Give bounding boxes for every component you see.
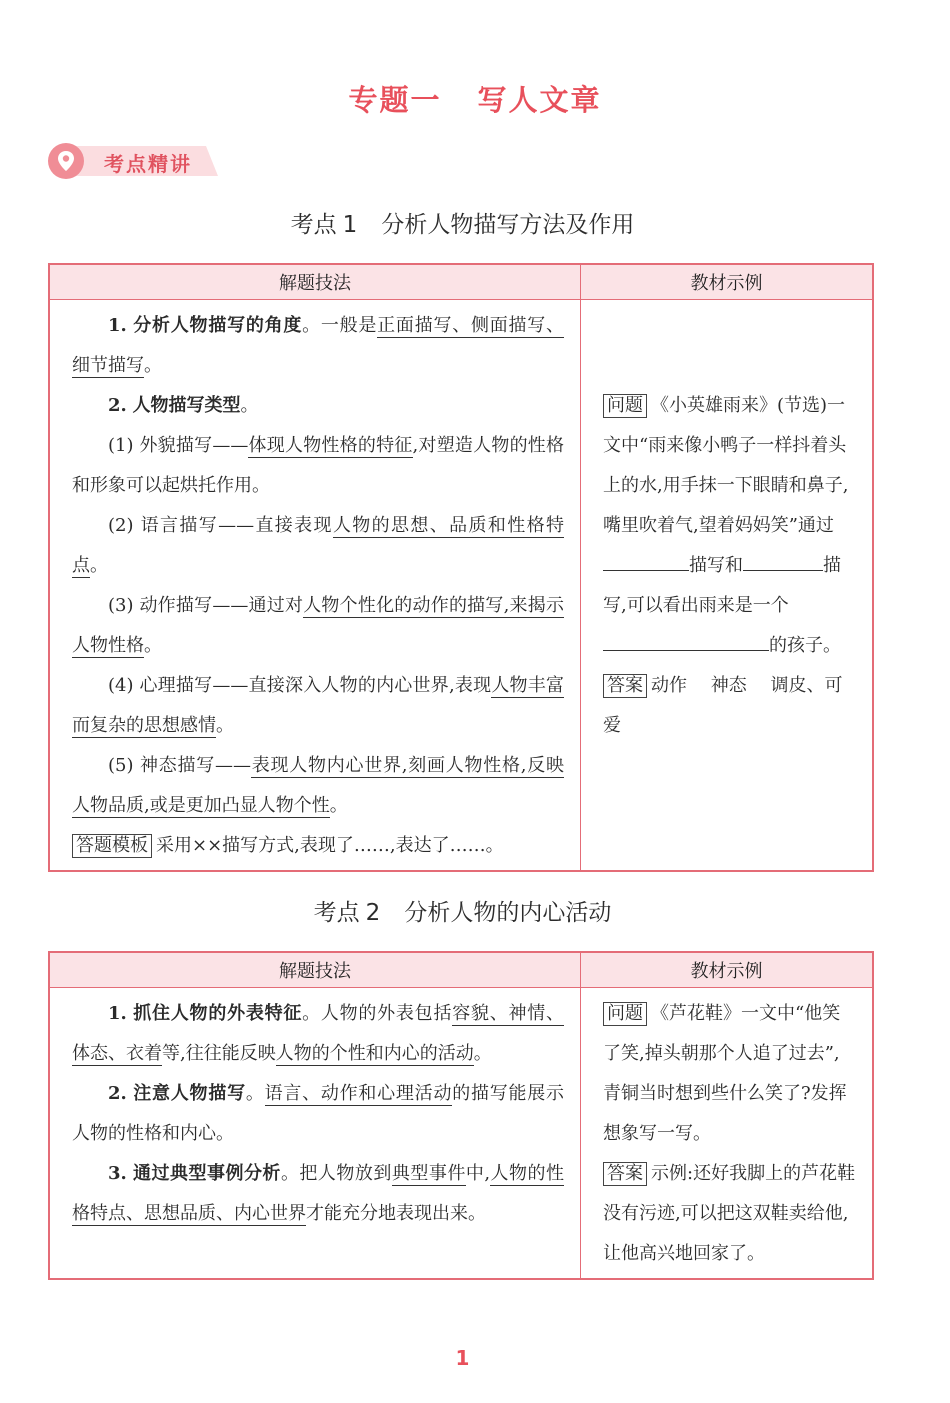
method-point-1: 1. 分析人物描写的角度。一般是正面描写、侧面描写、细节描写。: [72, 315, 565, 376]
method-speech: (2) 语言描写——直接表现人物的思想、品质和性格特点。: [72, 515, 565, 576]
header-example: 教材示例: [581, 264, 874, 300]
kaodian-2-heading: [0, 894, 925, 927]
method-expression: (5) 神态描写——表现人物内心世界,刻画人物性格,反映人物品质,或是更加凸显人物个性。: [72, 755, 565, 816]
method-cell: [49, 300, 581, 872]
method-point-1: 1. 抓住人物的外表特征。人物的外表包括容貌、神情、体态、衣着等,往往能反映人物的个性和内心的活动。: [72, 1003, 565, 1064]
heading-prefix: 考点: [313, 900, 360, 926]
page-title: [0, 78, 950, 119]
example-answer: 答案 动作 神态 调皮、可爱: [603, 675, 843, 736]
title-subject: 写人文章: [477, 83, 602, 117]
question-tag: 问题: [603, 1002, 647, 1026]
method-appearance: (1) 外貌描写——体现人物性格的特征,对塑造人物的性格和形象可以起烘托作用。: [72, 435, 565, 496]
method-point-3: 3. 通过典型事例分析。把人物放到典型事件中,人物的性格特点、思想品质、内心世界才能充分地表现出来。: [72, 1163, 565, 1224]
template-tag: 答题模板: [72, 834, 152, 858]
method-psychology: (4) 心理描写——直接深入人物的内心世界,表现人物丰富而复杂的思想感情。: [72, 675, 564, 736]
header-example: 教材示例: [581, 952, 874, 988]
answer-tag: 答案: [603, 1162, 647, 1186]
page-number: 1: [455, 1346, 470, 1370]
heading-name: 分析人物的内心活动: [404, 900, 612, 926]
heading-number: 2: [365, 900, 381, 926]
answer-template: 答题模板 采用××描写方式,表现了……,表达了……。: [72, 826, 564, 866]
method-action: (3) 动作描写——通过对人物个性化的动作的描写,来揭示人物性格。: [72, 595, 564, 656]
example-question: 问题 《小英雄雨来》(节选)一文中“雨来像小鸭子一样抖着头上的水,用手抹一下眼睛和鼻子,嘴里吹着气,望着妈妈笑”通过描写和 描写,可以看出雨来是一个的孩子。: [603, 395, 849, 656]
kaodian-1-table: [48, 263, 874, 872]
heading-number: 1: [342, 212, 358, 238]
method-cell: [49, 988, 581, 1280]
answer-tag: 答案: [603, 674, 647, 698]
kaodian-1-heading: [0, 206, 925, 239]
answer-blank-2[interactable]: [743, 548, 823, 571]
answer-blank-3[interactable]: [603, 628, 769, 651]
heading-prefix: 考点: [290, 212, 337, 238]
heading-name: 分析人物描写方法及作用: [381, 212, 635, 238]
header-method: 解题技法: [49, 264, 581, 300]
question-tag: 问题: [603, 394, 647, 418]
example-cell: [581, 300, 874, 872]
kaodian-2-table: [48, 951, 874, 1280]
section-banner: [48, 142, 224, 180]
example-answer: 答案 示例:还好我脚上的芦花鞋没有污迹,可以把这双鞋卖给他,让他高兴地回家了。: [603, 1163, 856, 1264]
example-question: 问题 《芦花鞋》一文中“他笑了笑,掉头朝那个人追了过去”,青铜当时想到些什么笑了?发挥想象写一写。: [603, 1003, 847, 1144]
location-pin-icon: [48, 143, 84, 179]
title-topic: 专题一: [348, 83, 442, 117]
banner-label: 考点精讲: [104, 152, 192, 176]
header-method: 解题技法: [49, 952, 581, 988]
answer-blank-1[interactable]: [603, 548, 689, 571]
method-point-2: 2. 人物描写类型。: [108, 395, 259, 416]
example-cell: [581, 988, 874, 1280]
method-point-2: 2. 注意人物描写。语言、动作和心理活动的描写能展示人物的性格和内心。: [72, 1083, 565, 1144]
